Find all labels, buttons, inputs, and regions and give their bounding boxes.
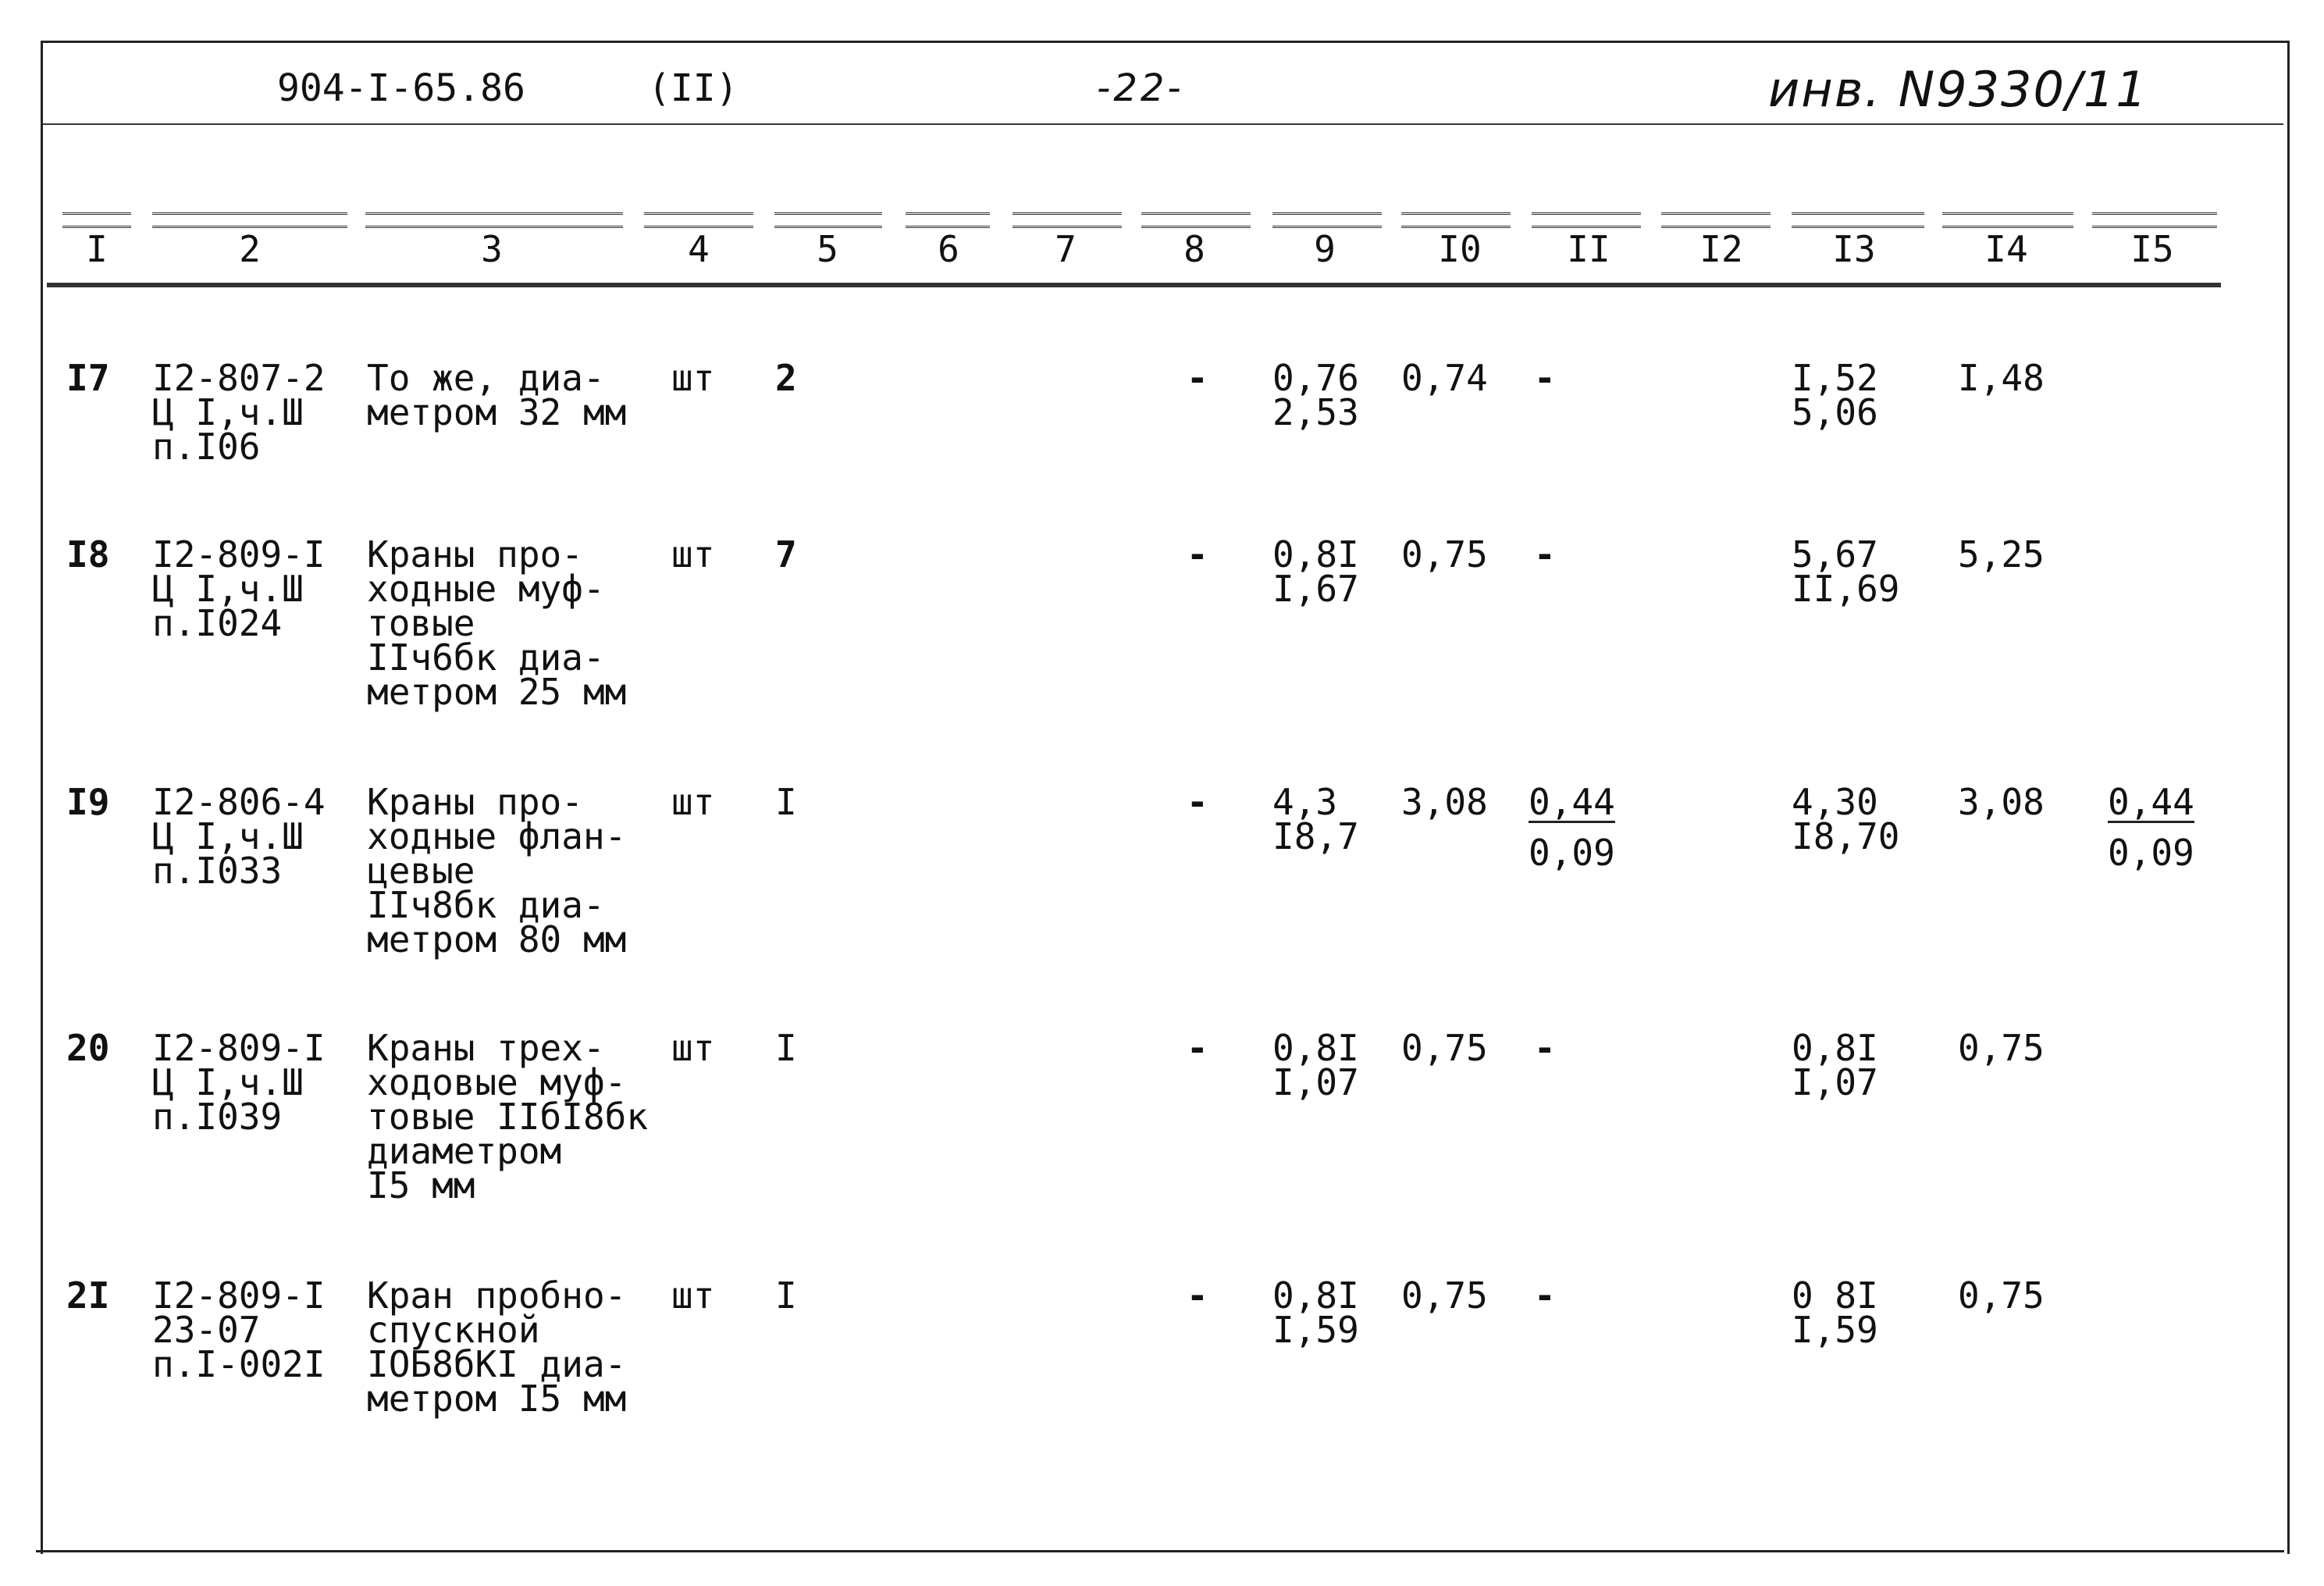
- row-name: Краны про- ходные флан- цевые IIч8бк диа- метром 80 мм: [367, 781, 627, 961]
- row-qty: I: [775, 781, 797, 823]
- page-frame-bottom: [36, 1550, 2284, 1552]
- row-col8: -: [1187, 781, 1208, 823]
- row-name: Краны про- ходные муф- товые IIч6бк диа- метром 25 мм: [367, 533, 627, 713]
- row-col11: -: [1534, 1027, 1556, 1069]
- col-rule: [1141, 212, 1251, 228]
- row-number: I8: [66, 533, 110, 576]
- doc-code: 904-I-65.86: [277, 66, 525, 110]
- row-code: I2-809-I Ц I,ч.Ш п.I039: [152, 1027, 326, 1138]
- row-number: I9: [66, 781, 110, 823]
- column-header-4: 4: [688, 228, 710, 270]
- col-rule: [152, 212, 347, 228]
- row-col13: 5,67 II,69: [1792, 533, 1900, 610]
- row-col9: 4,3 I8,7: [1272, 781, 1359, 857]
- row-col11-fraction: [1529, 781, 1615, 874]
- row-name: Краны трех- ходовые муф- товые IIбI8бк диаметром I5 мм: [367, 1027, 649, 1206]
- row-col10: 0,75: [1401, 1274, 1488, 1317]
- row-number: 2I: [66, 1274, 110, 1317]
- column-header-5: 5: [817, 228, 838, 270]
- row-qty: I: [775, 1274, 797, 1317]
- column-header-8: 8: [1183, 228, 1205, 270]
- column-header-2: 2: [239, 228, 261, 270]
- inventory-number: инв. N9330/11: [1768, 61, 2148, 118]
- row-name: То же, диа- метром 32 мм: [367, 357, 627, 433]
- column-header-6: 6: [938, 228, 959, 270]
- column-header-15: I5: [2130, 228, 2174, 270]
- col-rule: [1013, 212, 1122, 228]
- fraction-numerator: 0,44: [1529, 781, 1615, 823]
- row-col9: 0,8I I,59: [1272, 1274, 1359, 1351]
- column-header-11: II: [1567, 228, 1610, 270]
- row-col14: 0,75: [1958, 1027, 2045, 1069]
- row-unit: шт: [671, 781, 715, 823]
- column-header-13: I3: [1832, 228, 1876, 270]
- col-rule: [644, 212, 753, 228]
- column-header-12: I2: [1699, 228, 1743, 270]
- row-col11: -: [1534, 533, 1556, 576]
- row-code: I2-809-I 23-07 п.I-002I: [152, 1274, 326, 1385]
- page-number: -22-: [1097, 66, 1184, 110]
- col-rule: [62, 212, 131, 228]
- header-rule: [43, 123, 2283, 125]
- row-col9: 0,76 2,53: [1272, 357, 1359, 433]
- row-col14: 3,08: [1958, 781, 2045, 823]
- row-col8: -: [1187, 1027, 1208, 1069]
- row-col8: -: [1187, 1274, 1208, 1317]
- row-col8: -: [1187, 357, 1208, 399]
- column-header-10: I0: [1438, 228, 1482, 270]
- fraction-denominator: 0,09: [2108, 832, 2194, 874]
- column-header-3: 3: [481, 228, 503, 270]
- col-rule: [1942, 212, 2073, 228]
- col-rule: [365, 212, 623, 228]
- col-rule: [1272, 212, 1382, 228]
- row-col11: -: [1534, 1274, 1556, 1317]
- row-qty: 2: [775, 357, 797, 399]
- col-rule: [2092, 212, 2217, 228]
- row-col15-fraction: [2108, 781, 2194, 874]
- row-unit: шт: [671, 1274, 715, 1317]
- section-label: (II): [648, 66, 738, 110]
- column-header-9: 9: [1314, 228, 1336, 270]
- row-qty: I: [775, 1027, 797, 1069]
- row-col11: -: [1534, 357, 1556, 399]
- row-col9: 0,8I I,67: [1272, 533, 1359, 610]
- row-col9: 0,8I I,07: [1272, 1027, 1359, 1103]
- row-qty: 7: [775, 533, 797, 576]
- row-col14: 0,75: [1958, 1274, 2045, 1317]
- row-col10: 0,74: [1401, 357, 1488, 399]
- row-col10: 0,75: [1401, 1027, 1488, 1069]
- header-bottom-rule: [47, 283, 2221, 287]
- fraction-numerator: 0,44: [2108, 781, 2194, 823]
- col-rule: [906, 212, 990, 228]
- row-col10: 3,08: [1401, 781, 1488, 823]
- col-rule: [1401, 212, 1511, 228]
- column-header-7: 7: [1055, 228, 1077, 270]
- col-rule: [1661, 212, 1771, 228]
- col-rule: [774, 212, 882, 228]
- row-unit: шт: [671, 357, 715, 399]
- row-name: Кран пробно- спускной IOБ8бKI диа- метром I5 мм: [367, 1274, 627, 1420]
- row-col14: 5,25: [1958, 533, 2045, 576]
- row-col8: -: [1187, 533, 1208, 576]
- column-header-1: I: [86, 228, 108, 270]
- row-col13: I,52 5,06: [1792, 357, 1878, 433]
- column-header-14: I4: [1984, 228, 2028, 270]
- fraction-denominator: 0,09: [1529, 832, 1615, 874]
- col-rule: [1532, 212, 1641, 228]
- row-code: I2-809-I Ц I,ч.Ш п.I024: [152, 533, 326, 644]
- row-unit: шт: [671, 1027, 715, 1069]
- row-code: I2-806-4 Ц I,ч.Ш п.I033: [152, 781, 326, 892]
- row-col13: 4,30 I8,70: [1792, 781, 1900, 857]
- row-col13: 0 8I I,59: [1792, 1274, 1878, 1351]
- row-col10: 0,75: [1401, 533, 1488, 576]
- row-number: 20: [66, 1027, 110, 1069]
- row-col14: I,48: [1958, 357, 2045, 399]
- row-number: I7: [66, 357, 110, 399]
- row-code: I2-807-2 Ц I,ч.Ш п.I06: [152, 357, 326, 468]
- col-rule: [1792, 212, 1924, 228]
- row-unit: шт: [671, 533, 715, 576]
- row-col13: 0,8I I,07: [1792, 1027, 1878, 1103]
